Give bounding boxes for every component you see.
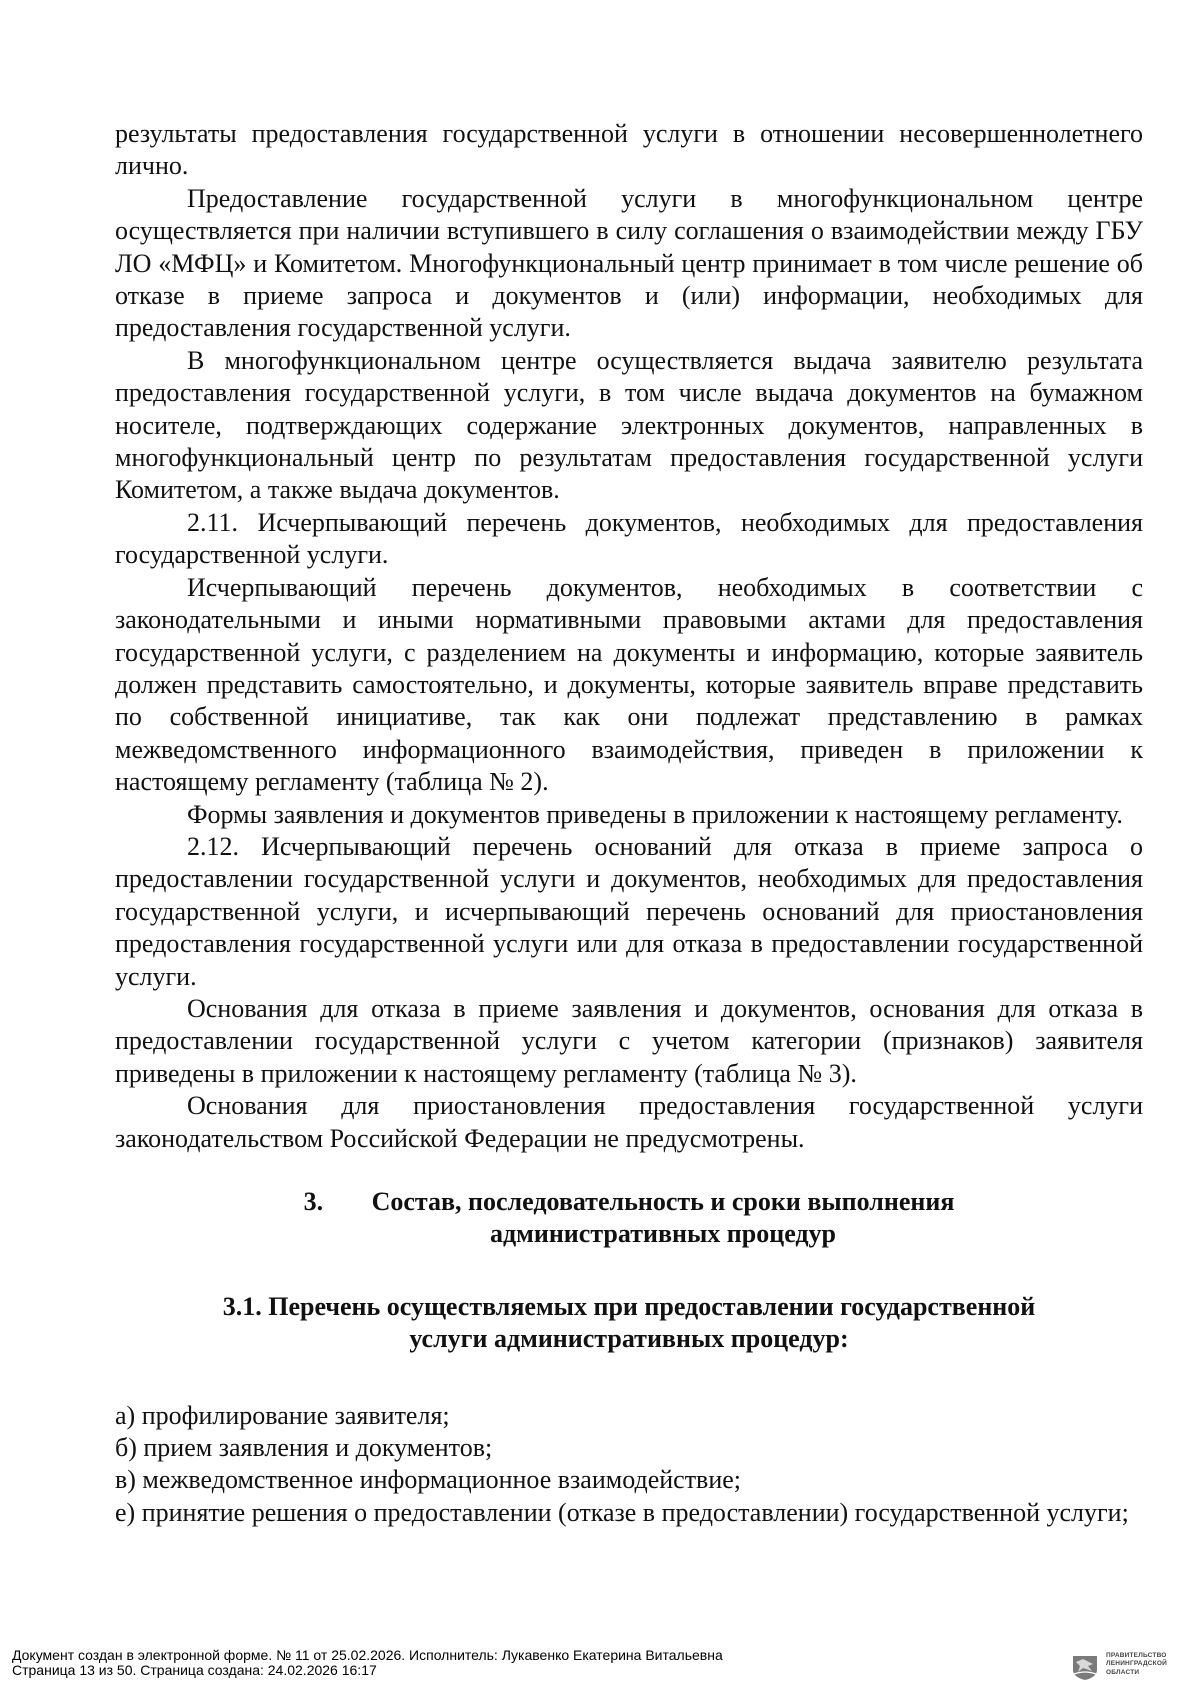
section-3-1-title-line2: услуги административных процедур: bbox=[409, 1324, 849, 1354]
list-item: б) прием заявления и документов; bbox=[115, 1433, 493, 1463]
paragraph-continuation: результаты предоставления государственной услуги в отношении несовершеннолетнего лично. bbox=[115, 119, 1143, 181]
region-emblem-icon bbox=[1071, 1653, 1099, 1681]
paragraph-refusal-grounds: Основания для отказа в приеме заявления и документов, основания для отказа в предоставлении государственной услуги с учетом категории (признаков) заявителя приведены в приложении к настоящему регламенту (таблица № 3). bbox=[115, 993, 1143, 1088]
procedures-list bbox=[115, 1400, 1143, 1530]
footer-document-info: Документ создан в электронной форме. № 11 от 25.02.2026. Исполнитель: Лукавенко Екатерина Витальевна bbox=[12, 1647, 723, 1663]
paragraph-documents-list: Исчерпывающий перечень документов, необходимых в соответствии с законодательными и иными нормативными правовыми актами для предоставления государственной услуги, с разделением на документы и информацию, которые заявитель должен представить самостоятельно, и документы, которые заявитель вправе представить по собственной инициативе, так как они подлежат представлению в рамках межведомственного информационного взаимодействия, приведен в приложении к настоящему регламенту (таблица № 2). bbox=[115, 572, 1143, 797]
paragraph-2-12-heading: 2.12. Исчерпывающий перечень оснований для отказа в приеме запроса о предоставлении государственной услуги и документов, необходимых для предоставления государственной услуги, и исчерпывающий перечень оснований для приостановления предоставления государственной услуги или для отказа в предоставлении государственной услуги. bbox=[115, 831, 1143, 991]
logo-text bbox=[1106, 1652, 1186, 1677]
section-3-number: 3. bbox=[303, 1187, 324, 1216]
logo-text-line3: ОБЛАСТИ bbox=[1106, 1668, 1140, 1676]
list-item: в) межведомственное информационное взаимодействие; bbox=[115, 1465, 742, 1495]
document-footer bbox=[12, 1648, 723, 1678]
list-item: е) принятие решения о предоставлении (отказе в предоставлении) государственной услуги; bbox=[115, 1497, 1129, 1527]
section-3-1-heading bbox=[115, 1291, 1143, 1356]
paragraph-mfc-result-issue: В многофункциональном центре осуществляется выдача заявителю результата предоставления государственной услуги, в том числе выдача документов на бумажном носителе, подтверждающих содержание электронных документов, направленных в многофункциональный центр по результатам предоставления государственной услуги Комитетом, а также выдача документов. bbox=[115, 345, 1143, 505]
document-body bbox=[115, 118, 1143, 1529]
list-item: а) профилирование заявителя; bbox=[115, 1400, 450, 1430]
section-3-1-title-line1: 3.1. Перечень осуществляемых при предоставлении государственной bbox=[222, 1291, 1036, 1321]
logo-text-line2: ЛЕНИНГРАДСКОЙ bbox=[1106, 1660, 1167, 1668]
section-3-title-line2: административных процедур bbox=[489, 1219, 837, 1249]
government-logo bbox=[1071, 1651, 1181, 1683]
paragraph-2-11-heading: 2.11. Исчерпывающий перечень документов, необходимых для предоставления государственной услуги. bbox=[115, 507, 1143, 570]
section-3-title-line1: Состав, последовательность и сроки выполнения bbox=[371, 1187, 955, 1216]
footer-page-info: Страница 13 из 50. Страница создана: 24.02.2026 16:17 bbox=[12, 1662, 377, 1678]
section-3-heading bbox=[115, 1186, 1143, 1251]
paragraph-suspension-grounds: Основания для приостановления предоставления государственной услуги законодательством Российской Федерации не предусмотрены. bbox=[115, 1091, 1143, 1153]
paragraph-mfc-provision: Предоставление государственной услуги в многофункциональном центре осуществляется при наличии вступившего в силу соглашения о взаимодействии между ГБУ ЛО «МФЦ» и Комитетом. Многофункциональный центр принимает в том числе решение об отказе в приеме запроса и документов и (или) информации, необходимых для предоставления государственной услуги. bbox=[115, 183, 1143, 343]
section-3-heading-line1 bbox=[115, 1186, 1143, 1218]
paragraph-forms: Формы заявления и документов приведены в приложении к настоящему регламенту. bbox=[187, 799, 1123, 829]
logo-text-line1: ПРАВИТЕЛЬСТВО bbox=[1106, 1652, 1167, 1659]
